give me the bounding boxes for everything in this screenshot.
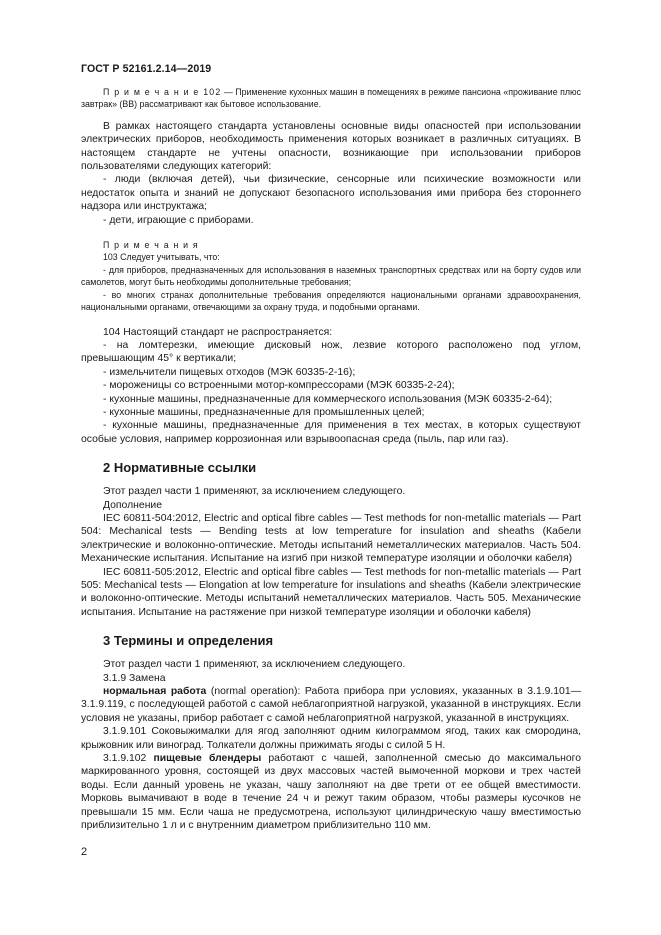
- clause-104-item-6: - кухонные машины, предназначенные для применения в тех местах, в которых существуют особые условия, например коррозионная или взрывоопасная среда (пыль, пар или газ).: [81, 420, 581, 445]
- note-103: 103 Следует учитывать, что:: [103, 252, 220, 263]
- intro-list-item-1: - люди (включая детей), чьи физические, сенсорные или психические возможности или недостаток опыта и знаний не допускают безопасного использования ими прибора без стороннего надзора или инструктажа;: [81, 174, 581, 213]
- section-3-p2: 3.1.9 Замена: [103, 672, 166, 684]
- section-2-ref-505: IEC 60811-505:2012, Electric and optical fibre cables — Test methods for non-metallic materials — Part 505: Mechanical tests — Elongation at low temperature for insulations and sheaths (Кабели электрические и волоконно-оптические. Методы испытаний неметаллических материалов. Часть 505. Механические испытания. Испытание на растяжение при низкой температуре изоляции и оболочки кабеля): [81, 566, 581, 618]
- section-2-p2: Дополнение: [103, 499, 163, 511]
- intro-paragraph: В рамках настоящего стандарта установлены основные виды опасностей при использовании электрических приборов, необходимость применения которых возникает в различных ситуациях. В настоящем стандарте не учтены опасности, возникающие при использовании приборов пользователями следующих категорий:: [81, 120, 581, 173]
- intro-list-item-2: - дети, играющие с приборами.: [103, 214, 254, 226]
- notes-title: П р и м е ч а н и я: [103, 240, 199, 251]
- clause-3-1-9-102-term: пищевые блендеры: [153, 753, 262, 765]
- clause-3-1-9-101: 3.1.9.101 Соковыжималки для ягод заполняют одним килограммом ягод, таких как смородина, крыжовник или виноград. Толкатели должны прижимать ягоды с силой 5 Н.: [81, 726, 581, 751]
- section-2-heading: 2 Нормативные ссылки: [103, 460, 257, 476]
- definition-text: (normal operation): Работа прибора при условиях, указанных в 3.1.9.101—3.1.9.119, с последующей работой с самой неблагоприятной нагрузкой, указанной в инструкциях. Если условия не указаны, прибор работает с самой неблагоприятной нагрузкой, указанной в инструкциях.: [81, 686, 581, 724]
- clause-104-item-5: - кухонные машины, предназначенные для промышленных целей;: [103, 406, 425, 418]
- definition-term: нормальная работа: [103, 686, 207, 698]
- note-102: [81, 86, 581, 111]
- clause-3-1-9-102: [81, 752, 581, 832]
- page-number: 2: [81, 846, 88, 858]
- clause-104-item-3: - мороженицы со встроенными мотор-компрессорами (МЭК 60335-2-24);: [103, 380, 455, 392]
- clause-3-1-9-102-number: 3.1.9.102: [103, 753, 154, 765]
- clause-104-lead: 104 Настоящий стандарт не распространяется:: [103, 326, 333, 338]
- note-103-item-1: - для приборов, предназначенных для использования в наземных транспортных средствах или на борту судов или самолетов, могут быть необходимы дополнительные требования;: [81, 264, 581, 288]
- note-102-label: П р и м е ч а н и е 102: [103, 87, 222, 97]
- section-2-p1: Этот раздел части 1 применяют, за исключением следующего.: [103, 486, 406, 498]
- clause-104-item-1: - на ломтерезки, имеющие дисковый нож, лезвие которого расположено под углом, превышающим 45° к вертикали;: [81, 339, 581, 365]
- section-3-heading: 3 Термины и определения: [103, 633, 274, 649]
- note-103-item-2: - во многих странах дополнительные требования определяются национальными органами здравоохранения, национальными органами, отвечающими за охрану труда, и подобными органами.: [81, 289, 581, 313]
- clause-104-item-2: - измельчители пищевых отходов (МЭК 60335-2-16);: [103, 366, 356, 378]
- section-3-p1: Этот раздел части 1 применяют, за исключением следующего.: [103, 659, 406, 671]
- clause-3-1-9-102-text: работают с чашей, заполненной смесью до максимального маркированного уровня, состоящей из двух массовых частей вымоченной моркови и трех частей воды. Если данный уровень не указан, чашу заполняют на две трети от ее общей вместимости. Морковь вымачивают в воде в течение 24 ч и режут таким образом, чтобы размеры кусочков не превышали 15 мм. Если чаша не предусмотрена, используют цилиндрическую чашу вместимостью приблизительно 1 л и с внутренним диаметром приблизительно 110 мм.: [81, 753, 581, 832]
- section-2-ref-504: IEC 60811-504:2012, Electric and optical fibre cables — Test methods for non-metallic materials — Part 504: Mechanical tests — Bending tests at low temperature for insulation and sheaths (Кабели электрические и волоконно-оптические. Методы испытаний неметаллических материалов. Часть 504. Механические испытания. Испытание на изгиб при низкой температуре изоляции и оболочки кабеля): [81, 512, 581, 565]
- definition-normal-operation: [81, 685, 581, 725]
- page-header-standard: ГОСТ Р 52161.2.14—2019: [81, 63, 212, 75]
- clause-104-item-4: - кухонные машины, предназначенные для коммерческого использования (МЭК 60335-2-64);: [103, 393, 553, 405]
- note-102-text: — Применение кухонных машин в помещениях в режиме пансиона «проживание плюс завтрак» (ВВ) рассматривают как бытовое использование.: [81, 87, 581, 110]
- page-content: [81, 86, 581, 833]
